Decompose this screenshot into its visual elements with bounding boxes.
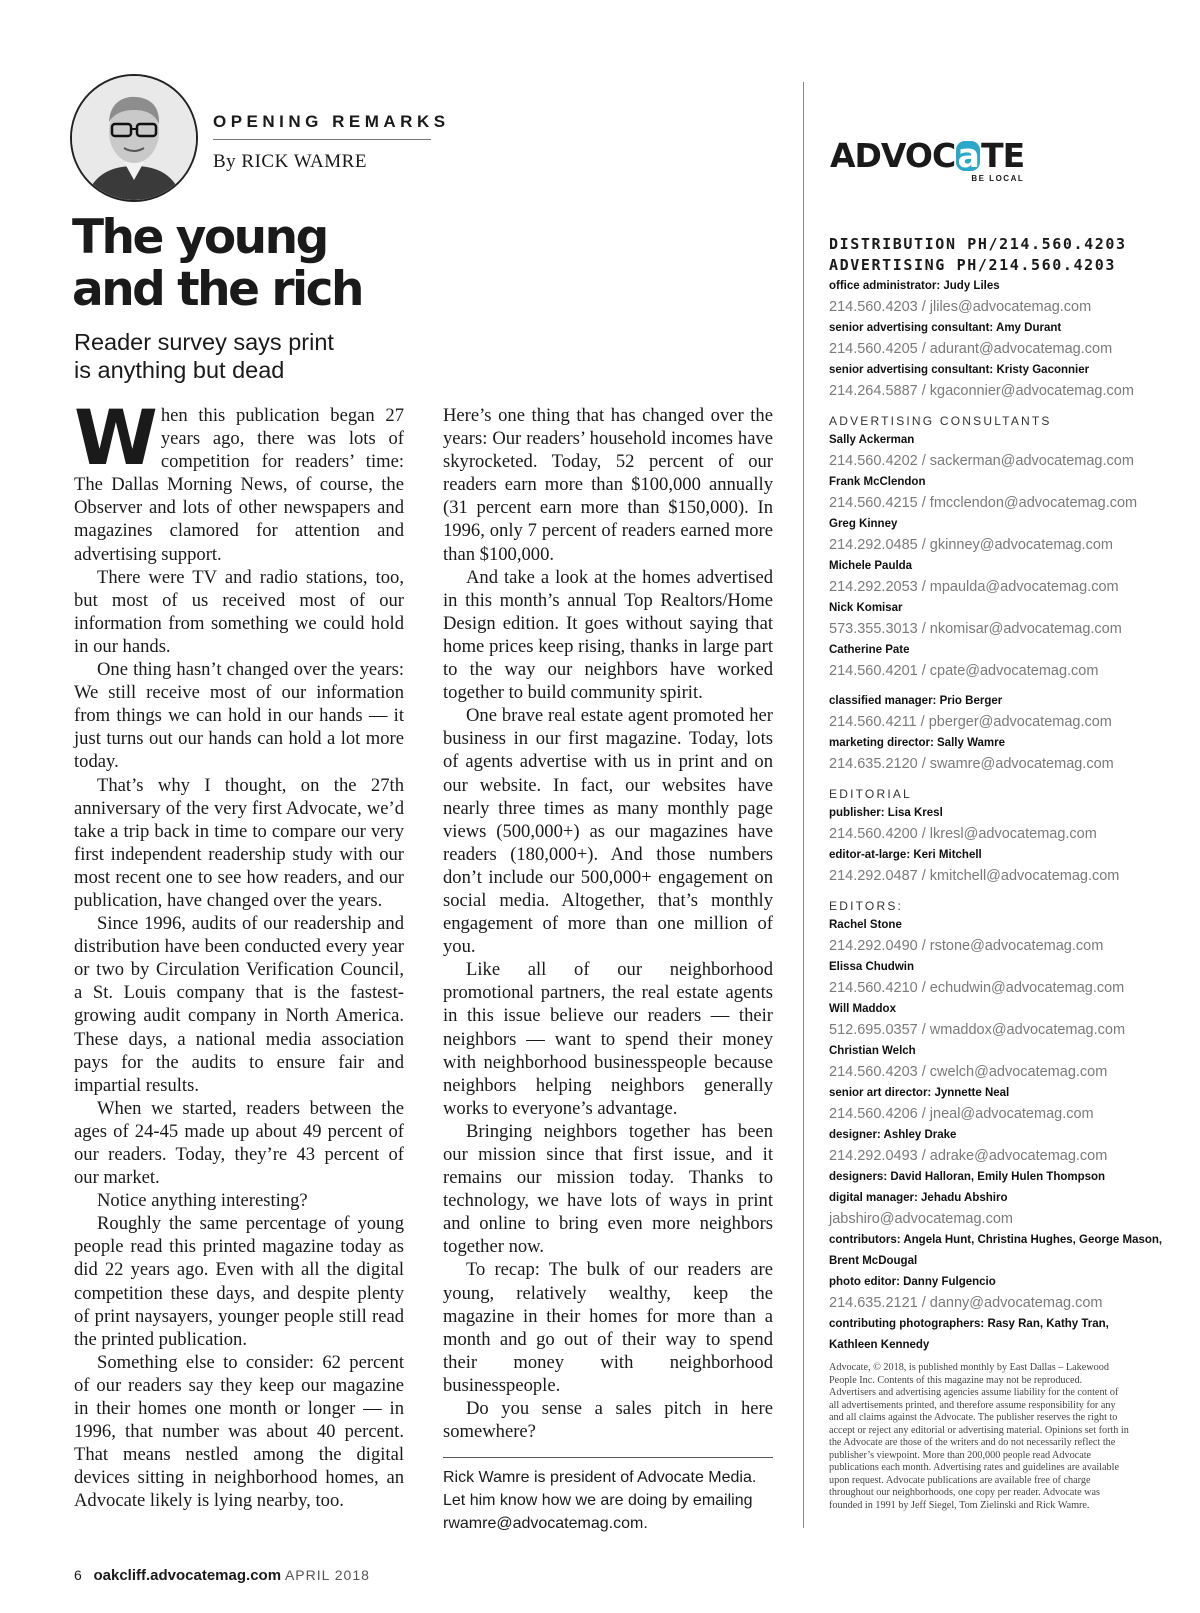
staff-name: Danny Fulgencio [903,1276,996,1288]
consultant-contact: 214.560.4202 / sackerman@advocatemag.com [829,453,1134,469]
editor-contact: 214.292.0490 / rstone@advocatemag.com [829,938,1104,954]
article-paragraph: Notice anything interesting? [97,1190,308,1212]
staff-contact: 214.635.2120 / swamre@advocatemag.com [829,756,1114,772]
editor-name: Rachel Stone [829,919,902,931]
staff-contact: 214.292.0487 / kmitchell@advocatemag.com [829,868,1120,884]
staff-name: Angela Hunt, Christina Hughes, George Mason, [903,1234,1163,1246]
footer-site: oakcliff.advocatemag.com [93,1567,282,1584]
author-portrait-graphic [72,76,196,200]
staff-role [829,276,1169,297]
article-column-1 [74,393,404,1513]
deck-line-2: is anything but dead [74,357,285,383]
staff-role [829,318,1169,339]
role-label: senior advertising consultant: [829,322,994,334]
logo-wordmark [830,138,1024,174]
staff-contact: 214.560.4203 / jliles@advocatemag.com [829,299,1092,315]
consultants-heading: ADVERTISING CONSULTANTS [829,414,1052,428]
staff-name: Rasy Ran, Kathy Tran, [987,1318,1109,1330]
consultant-name: Frank McClendon [829,476,926,488]
staff-name: Jynnette Neal [934,1087,1010,1099]
staff-name-continued: Brent McDougal [829,1255,918,1267]
role-label: designers: [829,1171,888,1183]
article-paragraph: When we started, readers between the ages of 24-45 made up about 49 percent of our readers. Today, they’re 43 percent of our market. [74,1097,404,1189]
article-paragraph: Bringing neighbors together has been our mission since that first issue, and it remains our mission today. Thanks to technology, we have lots of ways in print and online to bring even more neighbors together now. [443,1120,773,1258]
logo-text-left: ADVOC [830,136,956,175]
editor-name: Elissa Chudwin [829,961,914,973]
article-paragraph: Roughly the same percentage of young people read this printed magazine today as did 22 years ago. Even with all the digital competition these days, and despite plenty of print naysayers, younger people still read the printed publication. [74,1213,404,1350]
role-label: designer: [829,1129,881,1141]
role-label: digital manager: [829,1192,918,1204]
role-label: editor-at-large: [829,849,911,861]
article-column-2 [443,404,773,1443]
staff-contact: 214.560.4211 / pberger@advocatemag.com [829,714,1112,730]
headline-line-1: The young [72,210,327,265]
distribution-phone: DISTRIBUTION PH/214.560.4203 [829,235,1127,253]
staff-name: Sally Wamre [937,737,1005,749]
editor-contact: 214.560.4203 / cwelch@advocatemag.com [829,1064,1108,1080]
staff-contact: 214.635.2121 / danny@advocatemag.com [829,1295,1103,1311]
staff-role [829,691,1169,712]
masthead [829,234,1169,1512]
drop-cap: W [74,393,155,482]
headline [72,212,412,316]
author-portrait [70,74,198,202]
role-label: office administrator: [829,280,941,292]
consultant-contact: 214.560.4201 / cpate@advocatemag.com [829,663,1099,679]
article-paragraph: Here’s one thing that has changed over the years: Our readers’ household incomes have skyrocketed. Today, 52 percent of our readers earn more than $100,000 annually (31 percent earn more than $150,000). In 1996, only 7 percent of readers earned more than $100,000. [443,405,773,565]
byline: By RICK WAMRE [213,151,367,172]
staff-role [829,1272,1169,1293]
legal-notice: Advocate, © 2018, is published monthly by East Dallas – Lakewood People Inc. Contents of this magazine may not be reproduced. Advertisers and advertising agencies assume liability for the content of all advertisements printed, and therefore assume responsibility for any and all claims against the Advocate. The publisher reserves the right to accept or reject any editorial or advertising material. Opinions set forth in the Advocate are those of the writers and do not necessarily reflect the publisher’s viewpoint. More than 200,000 people read Advocate publications each month. Advertising rates and guidelines are available upon request. Advocate publications are available free of charge throughout our neighborhoods, one copy per reader. Advocate was founded in 1991 by Jeff Siegel, Tom Zielinski and Rick Wamre. [829,1362,1129,1511]
consultant-contact: 573.355.3013 / nkomisar@advocatemag.com [829,621,1122,637]
staff-name: Judy Liles [943,280,1000,292]
article-paragraph: That’s why I thought, on the 27th anniversary of the very first Advocate, we’d take a trip back in time to compare our very first independent readership study with our most recent one to see how readers, and our publication, have changed over the years. [74,774,404,911]
editor-contact: 214.560.4210 / echudwin@advocatemag.com [829,980,1125,996]
staff-name: Keri Mitchell [913,849,982,861]
staff-contact: jabshiro@advocatemag.com [829,1211,1013,1227]
staff-role [829,1125,1169,1146]
footer-issue-date: APRIL 2018 [284,1567,370,1583]
staff-role [829,360,1169,381]
staff-name: David Halloran, Emily Hulen Thompson [890,1171,1106,1183]
author-bio: Rick Wamre is president of Advocate Media. Let him know how we are doing by emailing rwamre@advocatemag.com. [443,1469,757,1532]
article-paragraph: To recap: The bulk of our readers are young, relatively wealthy, keep the magazine in their homes for more than a month and go out of their way to spend their money with neighborhood businesspeople. [443,1259,773,1396]
staff-name: Lisa Kresl [887,807,943,819]
role-label: publisher: [829,807,885,819]
staff-role [829,803,1169,824]
staff-name: Prio Berger [939,695,1003,707]
consultant-name: Michele Paulda [829,560,913,572]
editorial-heading: EDITORIAL [829,787,912,801]
consultant-name: Nick Komisar [829,602,903,614]
advocate-logo [830,136,1025,183]
consultant-contact: 214.292.0485 / gkinney@advocatemag.com [829,537,1113,553]
role-label: senior advertising consultant: [829,364,994,376]
staff-role [829,1188,1169,1209]
role-label: contributing photographers: [829,1318,985,1330]
consultant-name: Sally Ackerman [829,434,915,446]
logo-accent-letter: a [957,136,979,175]
staff-name: Amy Durant [996,322,1062,334]
page-footer [74,1567,370,1584]
staff-contact: 214.560.4200 / lkresl@advocatemag.com [829,826,1097,842]
section-rule [213,139,431,140]
article-paragraph: Since 1996, audits of our readership and distribution have been conducted every year or two by Circulation Verification Council, a St. Louis company that is the fastest-growing audit company in North America. These days, a national media association pays for the audits to ensure fair and impartial results. [74,913,404,1096]
staff-contact: 214.264.5887 / kgaconnier@advocatemag.com [829,383,1134,399]
role-label: senior art director: [829,1087,932,1099]
consultant-name: Greg Kinney [829,518,898,530]
editor-contact: 512.695.0357 / wmaddox@advocatemag.com [829,1022,1126,1038]
article-paragraph: And take a look at the homes advertised in this month’s annual Top Realtors/Home Design edition. It goes without saying that home prices keep rising, thanks in large part to the way our neighbors have worked together to build community spirit. [443,566,773,704]
staff-name: Jehadu Abshiro [921,1192,1008,1204]
staff-contact: 214.560.4206 / jneal@advocatemag.com [829,1106,1094,1122]
article-paragraph: There were TV and radio stations, too, but most of us received most of our information from something we could hold in our hands. [74,566,404,657]
role-label: classified manager: [829,695,937,707]
article-paragraph: One brave real estate agent promoted her business in our first magazine. Today, lots of agents advertise with us in print and on our website. In fact, our websites have nearly three times as many monthly page views (500,000+) as our magazines have readers (180,000+). And those numbers don’t include our 500,000+ engagement on social media. Altogether, that’s monthly engagement of more than one million of you. [443,705,773,958]
bio-divider [443,1457,773,1458]
column-divider [803,82,804,1528]
advertising-phone: ADVERTISING PH/214.560.4203 [829,256,1117,274]
editors-heading: EDITORS: [829,899,904,913]
staff-contact: 214.292.0493 / adrake@advocatemag.com [829,1148,1108,1164]
consultant-contact: 214.292.2053 / mpaulda@advocatemag.com [829,579,1119,595]
staff-role [829,1230,1169,1251]
consultant-name: Catherine Pate [829,644,910,656]
staff-contact: 214.560.4205 / adurant@advocatemag.com [829,341,1113,357]
editor-name: Will Maddox [829,1003,896,1015]
staff-role [829,845,1169,866]
staff-name: Ashley Drake [883,1129,957,1141]
article-paragraph: Something else to consider: 62 percent of our readers say they keep our magazine in their homes one month or longer — in 1996, that number was about 40 percent. That means nestled among the digital devices sitting in neighborhood homes, an Advocate likely is lying nearby, too. [74,1351,404,1512]
staff-name-continued: Kathleen Kennedy [829,1339,930,1351]
logo-tagline: BE LOCAL [971,174,1025,183]
article-paragraph: Like all of our neighborhood promotional partners, the real estate agents in this issue believe our readers — their neighbors — want to spend their money with neighborhood businesspeople because neighbors helping neighbors generally works to everyone’s advantage. [443,959,773,1119]
editor-name: Christian Welch [829,1045,916,1057]
staff-name: Kristy Gaconnier [996,364,1090,376]
section-label: OPENING REMARKS [213,112,450,131]
paragraph-text: hen this publication began 27 years ago, there was lots of competition for readers’ time: The Dallas Morning News, of course, the Observer and lots of other newspapers and magazines clamored for attention and advertising support. [74,405,404,565]
article-paragraph: One thing hasn’t changed over the years: We still receive most of our information from things we can hold in our hands — it just turns out our hands can hold a lot more today. [74,659,404,773]
staff-role [829,733,1169,754]
role-label: photo editor: [829,1276,900,1288]
page-number: 6 [74,1567,82,1583]
deck [74,328,404,384]
consultant-contact: 214.560.4215 / fmcclendon@advocatemag.com [829,495,1138,511]
deck-line-1: Reader survey says print [74,329,334,355]
headline-line-2: and the rich [72,262,362,317]
staff-role [829,1167,1169,1188]
article-paragraph [74,393,404,566]
staff-role [829,1083,1169,1104]
role-label: marketing director: [829,737,934,749]
article-paragraph: Do you sense a sales pitch in here somewhere? [443,1398,773,1443]
role-label: contributors: [829,1234,901,1246]
staff-role [829,1314,1169,1335]
logo-text-right: TE [981,136,1025,175]
